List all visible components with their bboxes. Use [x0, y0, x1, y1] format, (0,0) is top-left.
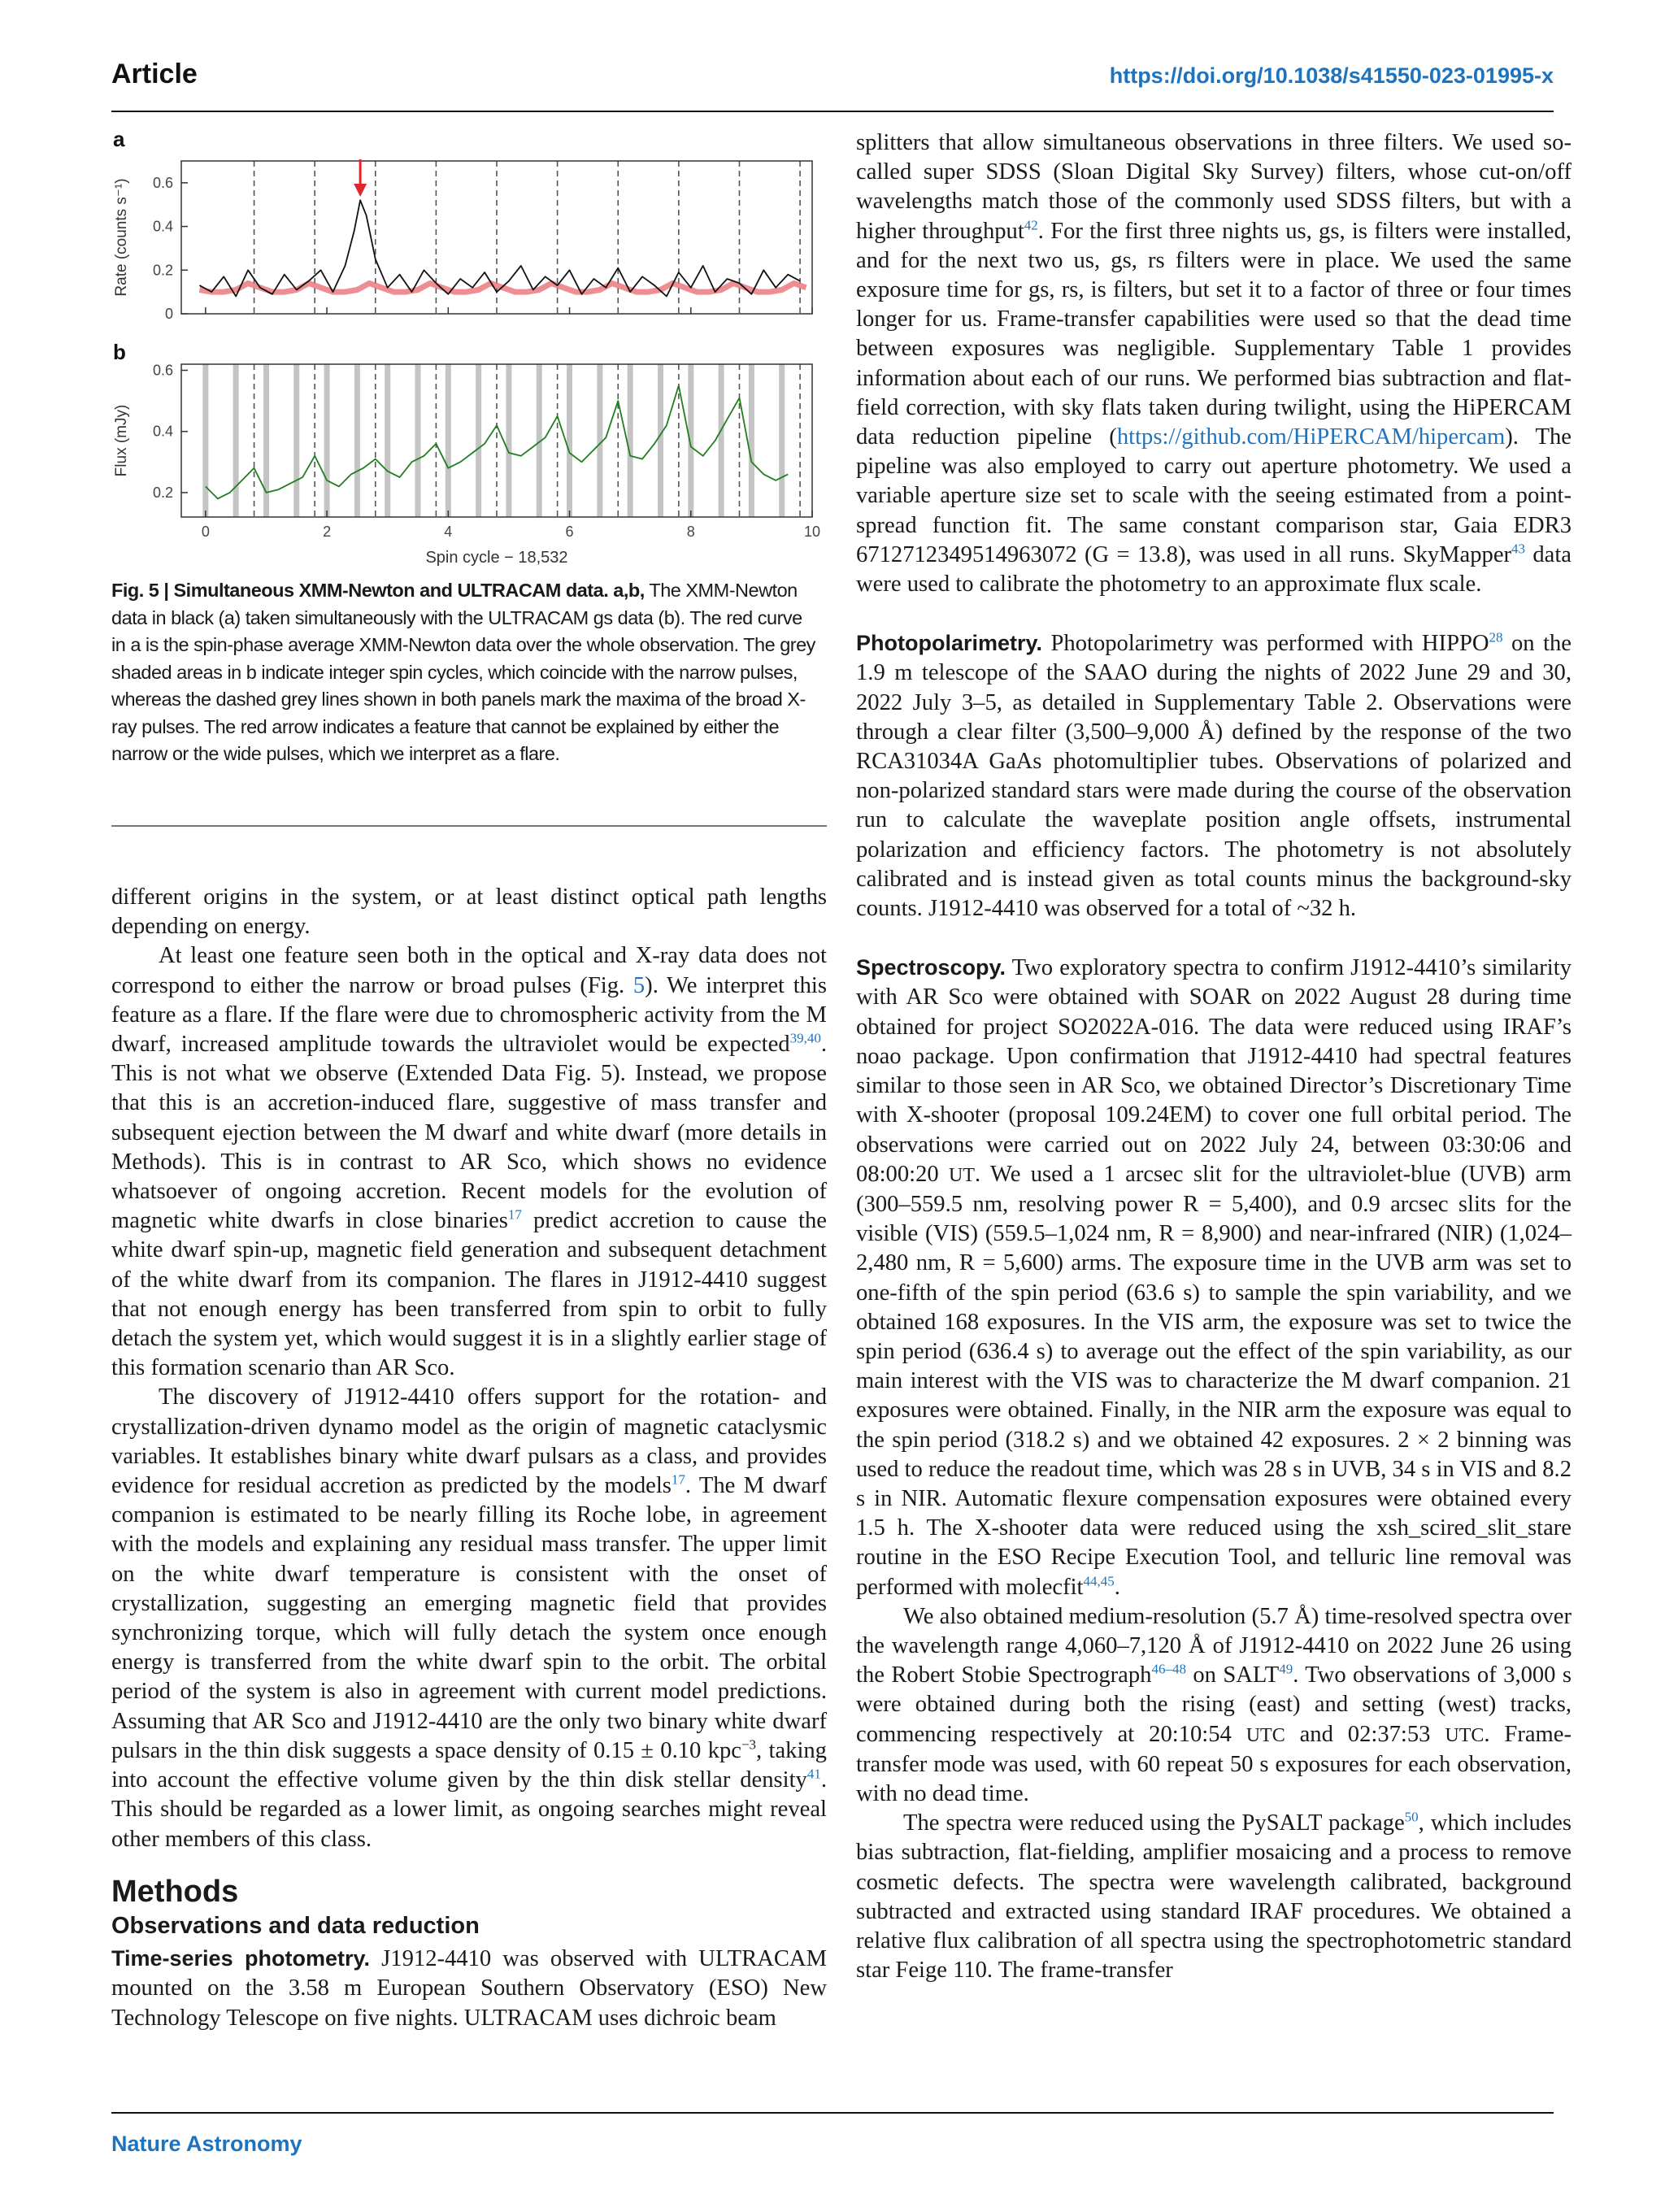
citation-ref[interactable]: 41	[806, 1766, 821, 1782]
y-axis-label: Flux (mJy)	[113, 404, 130, 477]
citation-ref[interactable]: 28	[1489, 629, 1503, 645]
paragraph: Time-series photometry. J1912-4410 was observed with ULTRACAM mounted on the 3.58 m European Southern Observatory (ESO) New Technology Telescope on five nights. ULTRACAM uses dichroic beam	[111, 1946, 827, 2031]
run-in-heading: Photopolarimetry.	[856, 631, 1043, 656]
integer-cycle-band	[263, 364, 269, 517]
caption-label: Fig. 5 | Simultaneous XMM-Newton and ULTRACAM data. a,b,	[111, 580, 645, 601]
paragraph: The discovery of J1912-4410 offers support for the rotation- and crystallization-driven dynamo model as the origin of magnetic cataclysmic variables. It establishes binary white dwarf pulsars as a class, and provides evidence for residual accretion as predicted by the models$^{17}$. The M dwarf companion is estimated to be nearly filling its Roche lobe, in agreement with the models and explaining any residual mass transfer. The upper limit on the white dwarf temperature is consistent with the onset of crystallization, suggesting an emerging magnetic field that provides synchronizing torque, which will fully detach the system once enough energy is transferred from the white dwarf spin to the orbit. The orbital period of the system is also in agreement with current model predictions. Assuming that AR Sco and J1912-4410 are the only two binary white dwarf pulsars in the thin disk suggests a space density of 0.15 ± 0.10 kpc$^{-3}$, taking into account the effective volume given by the thin disk stellar density$^{41}$. This should be regarded as a lower limit, as ongoing searches might reveal other members of this class.	[111, 1384, 828, 1852]
integer-cycle-band	[324, 364, 330, 517]
y-tick-label: 0.4	[152, 218, 173, 235]
doi-link[interactable]: https://doi.org/10.1038/s41550-023-01995-x	[1109, 63, 1554, 88]
integer-cycle-band	[293, 364, 299, 517]
citation-ref[interactable]: 50	[1404, 1809, 1419, 1825]
figure-5	[111, 122, 827, 829]
page-header	[111, 59, 1554, 99]
integer-cycle-band	[567, 364, 572, 517]
left-column	[111, 883, 827, 2033]
panel-label: a	[113, 127, 125, 151]
y-tick-label: 0.6	[152, 174, 173, 191]
flare-arrow-head	[354, 184, 367, 197]
paragraph: The spectra were reduced using the PySALT package$^{50}$, which includes bias subtraction, flat-fielding, amplifier mosaicing and a process to remove cosmetic defects. The spectra were wavelength calibrated, background subtracted and extracted using standard IRAF procedures. We obtained a relative flux calibration of all spectra using the spectrophotometric standard star Feige 110. The frame-transfer	[856, 1809, 1572, 1984]
panel-a	[113, 127, 812, 322]
x-tick-label: 2	[323, 524, 332, 540]
methods-subheading: Observations and data reduction	[111, 1912, 480, 1939]
citation-ref[interactable]: 39,40	[789, 1030, 821, 1046]
series-line-xmm-newton	[199, 200, 800, 296]
citation-ref[interactable]: 44,45	[1083, 1573, 1115, 1589]
x-axis-label: Spin cycle − 18,532	[425, 549, 568, 567]
paragraph: Spectroscopy. Two exploratory spectra to confirm J1912-4410’s similarity with AR Sco were obtained with SOAR on 2022 August 28 during time obtained for project SO2022A-016. The data were reduced using IRAF’s noao package. Upon confirmation that J1912-4410 had spectral features similar to those seen in AR Sco, we obtained Director’s Discretionary Time with X-shooter (proposal 109.24EM) to cover one full orbital period. The observations were carried out on 2022 July 24, between 03:30:06 and 08:00:20 UT. We used a 1 arcsec slit for the ultraviolet-blue (UVB) arm (300–559.5 nm, resolving power R = 5,400), and 0.9 arcsec slits for the visible (VIS) (559.5–1,024 nm, R = 8,900) and near-infrared (NIR) (1,024–2,480 nm, R = 5,600) arms. The exposure time in the UVB arm was set to one-fifth of the spin period (63.6 s) to sample the spin variability, and we obtained 168 exposures. In the VIS arm, the exposure was set to twice the spin period (636.4 s) to average out the effect of the spin variability, as our main interest with the VIS was to characterize the M dwarf companion. 21 exposures were obtained. Finally, in the NIR arm the exposure was equal to the spin period (318.2 s) and we obtained 42 exposures. 2 × 2 binning was used to reduce the readout time, which was 28 s in UVB, 34 s in VIS and 8.2 s in NIR. Automatic flexure compensation exposures were obtained every 1.5 h. The X-shooter data were reduced using the xsh_scired_slit_stare routine in the ESO Recipe Execution Tool, and telluric line removal was performed with molecfit$^{44,45}$.	[856, 955, 1572, 1600]
figure-rule	[111, 825, 827, 827]
section-label: Article	[111, 59, 198, 89]
integer-cycle-band	[506, 364, 511, 517]
methods-heading: Methods	[111, 1874, 239, 1909]
right-column	[856, 128, 1572, 1985]
panel-label: b	[113, 340, 126, 364]
x-tick-label: 8	[686, 524, 695, 540]
citation-ref[interactable]: 17	[671, 1471, 685, 1488]
paragraph: At least one feature seen both in the optical and X-ray data does not correspond to either the narrow or broad pulses (Fig. 5). We interpret this feature as a flare. If the flare were due to chromospheric activity from the M dwarf, increased amplitude towards the ultraviolet would be expected$^{39,40}$. This is not what we observe (Extended Data Fig. 5). Instead, we propose that this is an accretion-induced flare, suggestive of mass transfer and subsequent ejection between the M dwarf and white dwarf (more details in Methods). This is in contrast to AR Sco, which shows no evidence whatsoever of ongoing accretion. Recent models for the evolution of magnetic white dwarfs in close binaries$^{17}$ predict accretion to cause the white dwarf spin-up, magnetic field generation and subsequent detachment of the white dwarf from its companion. The flares in J1912-4410 suggest that not enough energy has been transferred from spin to orbit to fully detach the system yet, which would suggest it is in a slightly earlier stage of this formation scenario than AR Sco.	[111, 943, 828, 1381]
y-tick-label: 0	[164, 306, 173, 322]
integer-cycle-band	[233, 364, 239, 517]
integer-cycle-band	[202, 364, 208, 517]
header-rule	[111, 111, 1554, 112]
integer-cycle-band	[354, 364, 360, 517]
y-axis-label: Rate (counts s⁻¹)	[113, 178, 130, 297]
integer-cycle-band	[719, 364, 724, 517]
figure-caption	[111, 577, 819, 768]
citation-ref[interactable]: 46–48	[1151, 1661, 1186, 1677]
x-tick-label: 0	[201, 524, 210, 540]
panel-b	[113, 340, 820, 567]
paragraph: different origins in the system, or at least distinct optical path lengths depending on energy.	[111, 884, 827, 940]
citation-ref[interactable]: 49	[1279, 1661, 1293, 1677]
citation-ref[interactable]: 42	[1024, 217, 1038, 233]
paragraph: splitters that allow simultaneous observations in three filters. We used so-called super SDSS (Sloan Digital Sky Survey) filters, whose cut-on/off wavelengths match those of the commonly used SDSS filters, but with a higher throughput$^{42}$. For the first three nights us, gs, is filters were installed, and for the next two us, gs, rs filters were in place. We used the same exposure time for gs, rs, is filters, but set it to a factor of three or four times longer for us. Frame-transfer capabilities were used so that the dead time between exposures was negligible. Supplementary Table 1 provides information about each of our runs. We performed bias subtraction and flat-field correction, with sky flats taken during twilight, using the HiPERCAM data reduction pipeline (https://github.com/HiPERCAM/hipercam). The pipeline was also employed to carry out aperture photometry. We used a variable aperture size set to scale with the seeing estimated from a point-spread function fit. The same constant comparison star, Gaia EDR3 6712712349514963072 (G = 13.8), was used in all runs. SkyMapper$^{43}$ data were used to calibrate the photometry to an approximate flux scale.	[856, 130, 1572, 598]
run-in-heading: Time-series photometry.	[111, 1946, 371, 1971]
footer-rule	[111, 2112, 1554, 2114]
y-tick-label: 0.6	[152, 362, 173, 379]
y-tick-label: 0.2	[152, 484, 173, 501]
integer-cycle-band	[415, 364, 421, 517]
citation-ref[interactable]: 43	[1511, 541, 1526, 557]
citation-ref[interactable]: 17	[507, 1206, 522, 1223]
caption-text: The XMM-Newton data in black (a) taken simultaneously with the ULTRACAM gs data (b). The red curve in a is the spin-phase average XMM-Newton data over the whole observation. The grey shaded areas in b indicate integer spin cycles, which coincide with the narrow pulses, whereas the dashed grey lines shown in both panels mark the maxima of the broad X-ray pulses. The red arrow indicates a feature that cannot be explained by either the narrow or the wide pulses, which we interpret as a flare.	[111, 580, 815, 764]
x-tick-label: 4	[444, 524, 453, 540]
paragraph: Photopolarimetry. Photopolarimetry was performed with HIPPO$^{28}$ on the 1.9 m telescope of the SAAO during the nights of 2022 June 29 and 30, 2022 July 3–5, as detailed in Supplementary Table 2. Observations were through a clear filter (3,500–9,000 Å) defined by the response of the two RCA31034A GaAs photomultiplier tubes. Observations of polarized and non-polarized standard stars were made during the course of the observation run to calculate the waveplate position angle offsets, instrumental polarization and efficiency factors. The photometry is not absolutely calibrated and is instead given as total counts minus the background-sky counts. J1912-4410 was observed for a total of ~32 h.	[856, 629, 1572, 922]
paragraph: We also obtained medium-resolution (5.7 Å) time-resolved spectra over the wavelength range 4,060–7,120 Å of J1912-4410 on 2022 June 26 using the Robert Stobie Spectrograph$^{46-48}$ on SALT$^{49}$. Two observations of 3,000 s were obtained during both the rising (east) and setting (west) tracks, commencing respectively at 20:10:54 UTC and 02:37:53 UTC. Frame-transfer mode was used, with 60 repeat 50 s exposures for each observation, with no dead time.	[856, 1603, 1572, 1806]
y-tick-label: 0.4	[152, 423, 173, 440]
integer-cycle-band	[385, 364, 390, 517]
y-tick-label: 0.2	[152, 262, 173, 279]
integer-cycle-band	[446, 364, 451, 517]
figure-ref-link[interactable]: 5	[633, 972, 646, 998]
x-tick-label: 10	[803, 524, 821, 540]
integer-cycle-band	[749, 364, 754, 517]
exponent: −3	[741, 1736, 757, 1753]
integer-cycle-band	[779, 364, 785, 517]
integer-cycle-band	[476, 364, 481, 517]
run-in-heading: Spectroscopy.	[856, 955, 1006, 980]
hipercam-url-link[interactable]: https://github.com/HiPERCAM/hipercam	[1116, 424, 1506, 450]
x-tick-label: 6	[565, 524, 574, 540]
integer-cycle-band	[658, 364, 663, 517]
figure-5-chart	[111, 122, 827, 577]
integer-cycle-band	[628, 364, 633, 517]
integer-cycle-band	[688, 364, 693, 517]
journal-name: Nature Astronomy	[111, 2132, 302, 2156]
